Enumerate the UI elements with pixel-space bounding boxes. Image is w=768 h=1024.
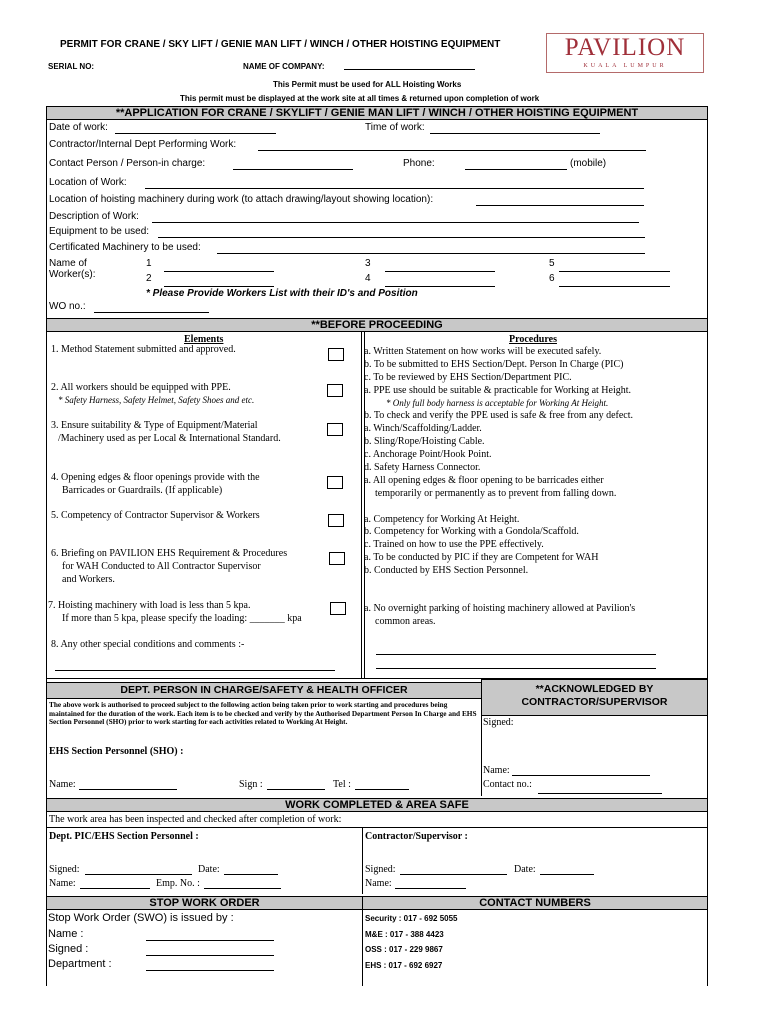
stop-divider [362, 910, 363, 986]
procedure-item: b. To be submitted to EHS Section/Dept. Person In Charge (PIC) [364, 359, 624, 370]
element-2: 2. All workers should be equipped with PPE. [51, 382, 231, 393]
note-all-hoisting: This Permit must be used for ALL Hoisting Works [273, 80, 462, 89]
procedure-item: a. Competency for Working At Height. [364, 514, 520, 525]
contact-oss: OSS : 017 - 229 9867 [365, 945, 443, 954]
equipment-label: Equipment to be used: [49, 226, 150, 237]
mobile-label: (mobile) [570, 158, 607, 169]
procedure-item: * Only full body harness is acceptable for Working At Height. [386, 398, 609, 408]
logo-subtext: KUALA LUMPUR [583, 63, 667, 69]
completed-signed-field[interactable] [85, 874, 192, 875]
procedure-item: c. Trained on how to use the PPE effectively. [364, 539, 544, 550]
worker-number: 5 [549, 258, 555, 269]
date-of-work-label: Date of work: [49, 122, 108, 133]
ack-signed-label: Signed: [483, 717, 514, 728]
procedure-item: a. All opening edges & floor opening to be barricades either [364, 475, 604, 486]
procedure-item: a. Winch/Scaffolding/Ladder. [364, 423, 482, 434]
time-of-work-field[interactable] [430, 133, 600, 134]
phone-field[interactable] [465, 169, 567, 170]
element-3: 3. Ensure suitability & Type of Equipment/Material [51, 420, 258, 431]
element-2-checkbox[interactable] [327, 384, 343, 397]
element-8-comments-field[interactable] [55, 670, 335, 671]
work-completed-heading: WORK COMPLETED & AREA SAFE [46, 798, 708, 812]
worker-number: 3 [365, 258, 371, 269]
contractor-label: Contractor/Internal Dept Performing Work: [49, 139, 237, 150]
swo-signed-field[interactable] [146, 955, 274, 956]
worker-number: 4 [365, 273, 371, 284]
machinery-location-label: Location of hoisting machinery during work (to attach drawing/layout showing location): [49, 194, 434, 205]
ack-heading [481, 679, 708, 716]
contractor-signed-label: Signed: [365, 864, 396, 875]
element-7: 7. Hoisting machinery with load is less than 5 kpa. [48, 600, 251, 611]
application-heading: **APPLICATION FOR CRANE / SKYLIFT / GENIE MAN LIFT / WINCH / OTHER HOISTING EQUIPMENT [46, 106, 708, 120]
dept-name-label: Name: [49, 779, 76, 790]
ack-contact-label: Contact no.: [483, 779, 532, 790]
element-4-checkbox[interactable] [327, 476, 343, 489]
dept-pic-label: Dept. PIC/EHS Section Personnel : [49, 831, 199, 842]
completed-emp-label: Emp. No. : [156, 878, 200, 889]
certificated-machinery-field[interactable] [217, 253, 645, 254]
procedure-item: c. To be reviewed by EHS Section/Department PIC. [364, 372, 572, 383]
element-6-cont: for WAH Conducted to All Contractor Supervisor [62, 561, 261, 572]
completed-name-field[interactable] [80, 888, 150, 889]
divider-elements [361, 332, 362, 678]
dept-name-field[interactable] [79, 789, 177, 790]
completed-date-field[interactable] [224, 874, 278, 875]
procedure-item: b. Sling/Rope/Hoisting Cable. [364, 436, 485, 447]
location-of-work-field[interactable] [145, 188, 644, 189]
element-6-cont: and Workers. [62, 574, 115, 585]
contractor-name-field[interactable] [395, 888, 466, 889]
completed-name-label: Name: [49, 878, 76, 889]
contractor-date-label: Date: [514, 864, 536, 875]
element-4-cont: Barricades or Guardrails. (If applicable) [62, 485, 223, 496]
procedure-item: b. Competency for Working with a Gondola/Scaffold. [364, 526, 579, 537]
logo-text: PAVILION [564, 34, 686, 61]
worker-number: 6 [549, 273, 555, 284]
contractor-supervisor-label: Contractor/Supervisor : [365, 831, 468, 842]
dept-authorisation-text: The above work is authorised to proceed subject to the following action being taken prior to work starting and procedures being maintained for the duration of the work. Each item is to be checked and verify by the Authorised Department Person In Charge and EHS Section Personnel (SHO) prior to work starting for each activities related to Working At Height. [49, 700, 477, 726]
element-2-note: * Safety Harness, Safety Helmet, Safety Shoes and etc. [58, 395, 255, 405]
dept-heading: DEPT. PERSON IN CHARGE/SAFETY & HEALTH OFFICER [46, 682, 482, 699]
contact-security: Security : 017 - 692 5055 [365, 914, 458, 923]
element-7-cont: If more than 5 kpa, please specify the loading: _______ kpa [62, 613, 302, 624]
element-7-checkbox[interactable] [330, 602, 346, 615]
element-4: 4. Opening edges & floor openings provide with the [51, 472, 260, 483]
phone-label: Phone: [403, 158, 435, 169]
frame-right [707, 106, 708, 986]
contact-person-label: Contact Person / Person-in charge: [49, 158, 206, 169]
contact-ehs: EHS : 017 - 692 6927 [365, 961, 443, 970]
description-label: Description of Work: [49, 211, 139, 222]
procedure-item: b. To check and verify the PPE used is safe & free from any defect. [364, 410, 634, 421]
procedure-item: c. Anchorage Point/Hook Point. [364, 449, 492, 460]
element-3-cont: /Machinery used as per Local & International Standard. [58, 433, 281, 444]
swo-department-label: Department : [48, 958, 112, 970]
procedure-item: common areas. [375, 616, 436, 627]
procedure-comments-field-1[interactable] [376, 654, 656, 655]
note-display-permit: This permit must be displayed at the work site at all times & returned upon completion of work [180, 94, 540, 103]
contractor-name-label: Name: [365, 878, 392, 889]
inspected-text: The work area has been inspected and checked after completion of work: [49, 814, 342, 825]
ack-divider [481, 679, 482, 796]
date-of-work-field[interactable] [115, 133, 276, 134]
completed-signed-label: Signed: [49, 864, 80, 875]
dept-sign-label: Sign : [239, 779, 263, 790]
contact-person-field[interactable] [233, 169, 353, 170]
completed-rule [46, 827, 708, 828]
swo-department-field[interactable] [146, 970, 274, 971]
completed-date-label: Date: [198, 864, 220, 875]
divider-procedures [364, 332, 365, 678]
element-3-checkbox[interactable] [327, 423, 343, 436]
contractor-signed-field[interactable] [400, 874, 507, 875]
element-5: 5. Competency of Contractor Supervisor & Workers [51, 510, 260, 521]
worker-1-field[interactable] [164, 271, 274, 272]
completed-emp-field[interactable] [204, 888, 281, 889]
element-1: 1. Method Statement submitted and approved. [51, 344, 236, 355]
swo-name-field[interactable] [146, 940, 274, 941]
worker-4-field[interactable] [385, 286, 495, 287]
location-of-work-label: Location of Work: [49, 177, 127, 188]
swo-signed-label: Signed : [48, 943, 89, 955]
element-6: 6. Briefing on PAVILION EHS Requirement & Procedures [51, 548, 288, 559]
workers-label-2: Worker(s): [49, 269, 96, 280]
before-proceeding-heading: **BEFORE PROCEEDING [46, 318, 708, 332]
swo-issued-label: Stop Work Order (SWO) is issued by : [48, 912, 234, 924]
procedures-header: Procedures [509, 334, 557, 345]
worker-5-field[interactable] [559, 271, 670, 272]
sho-label: EHS Section Personnel (SHO) : [49, 746, 184, 757]
ack-heading-line2: CONTRACTOR/SUPERVISOR [521, 696, 668, 708]
dept-tel-label: Tel : [333, 779, 351, 790]
permit-title: PERMIT FOR CRANE / SKY LIFT / GENIE MAN LIFT / WINCH / OTHER HOISTING EQUIPMENT [60, 39, 501, 50]
company-name-field[interactable] [344, 69, 475, 70]
worker-6-field[interactable] [559, 286, 670, 287]
wo-no-field[interactable] [94, 312, 209, 313]
equipment-field[interactable] [158, 237, 645, 238]
time-of-work-label: Time of work: [365, 122, 425, 133]
ack-contact-field[interactable] [538, 793, 662, 794]
completed-divider [362, 827, 363, 894]
ack-heading-line1: **ACKNOWLEDGED BY [535, 683, 654, 695]
machinery-location-field[interactable] [476, 205, 644, 206]
ack-name-label: Name: [483, 765, 510, 776]
frame-left [46, 106, 47, 986]
procedure-item: d. Safety Harness Connector. [364, 462, 481, 473]
swo-name-label: Name : [48, 928, 84, 940]
procedure-item: temporarily or permanently as to prevent from falling down. [375, 488, 617, 499]
wo-no-label: WO no.: [49, 301, 86, 312]
procedure-comments-field-2[interactable] [376, 668, 656, 669]
worker-2-field[interactable] [164, 286, 274, 287]
worker-3-field[interactable] [385, 271, 495, 272]
serial-no-label: SERIAL NO: [48, 62, 95, 71]
workers-note: * Please Provide Workers List with their ID's and Position [146, 288, 418, 299]
element-6-checkbox[interactable] [329, 552, 345, 565]
ack-name-field[interactable] [512, 775, 650, 776]
procedure-item: a. No overnight parking of hoisting machinery allowed at Pavilion's [364, 603, 636, 614]
worker-number: 2 [146, 273, 152, 284]
element-1-checkbox[interactable] [328, 348, 344, 361]
elements-header: Elements [184, 334, 224, 345]
contractor-date-field[interactable] [540, 874, 594, 875]
company-name-label: NAME OF COMPANY: [243, 62, 325, 71]
worker-number: 1 [146, 258, 152, 269]
pavilion-logo [546, 33, 704, 73]
dept-tel-field[interactable] [355, 789, 409, 790]
procedure-item: a. PPE use should be suitable & practicable for Working at Height. [364, 385, 632, 396]
contact-me: M&E : 017 - 388 4423 [365, 930, 444, 939]
workers-label-1: Name of [49, 258, 87, 269]
element-5-checkbox[interactable] [328, 514, 344, 527]
stop-work-heading: STOP WORK ORDER [46, 896, 363, 910]
contractor-field[interactable] [258, 150, 646, 151]
dept-sign-field[interactable] [267, 789, 325, 790]
element-8: 8. Any other special conditions and comments :- [51, 639, 245, 650]
procedure-item: b. Conducted by EHS Section Personnel. [364, 565, 529, 576]
procedure-item: a. Written Statement on how works will be executed safely. [364, 346, 602, 357]
certificated-machinery-label: Certificated Machinery to be used: [49, 242, 201, 253]
procedure-item: a. To be conducted by PIC if they are Competent for WAH [364, 552, 599, 563]
description-field[interactable] [152, 222, 639, 223]
contact-numbers-heading: CONTACT NUMBERS [362, 896, 708, 910]
